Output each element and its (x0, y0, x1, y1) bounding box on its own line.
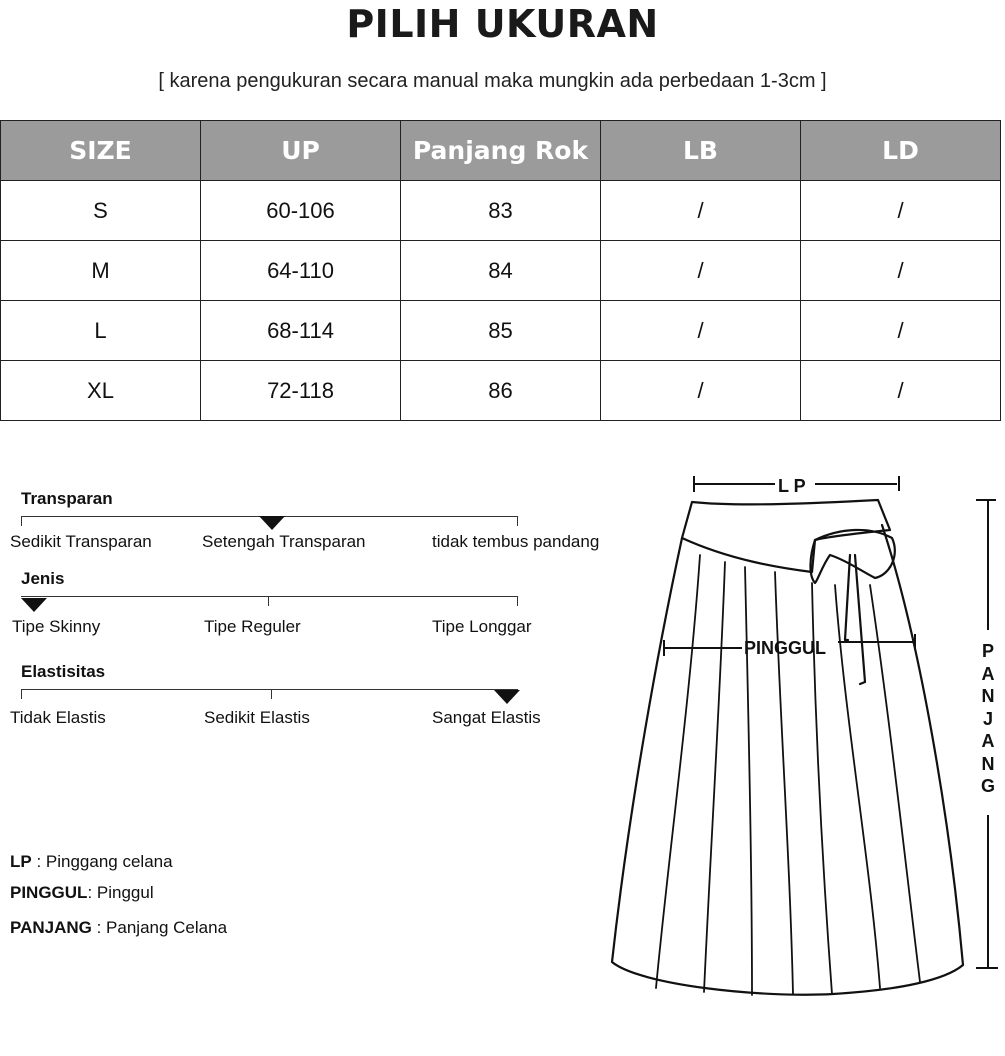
cell-lb: / (601, 241, 801, 301)
scale-option: Sedikit Transparan (10, 532, 152, 551)
cell-up: 60-106 (201, 181, 401, 241)
cell-panjang-rok: 86 (401, 361, 601, 421)
cell-size: L (1, 301, 201, 361)
cell-up: 72-118 (201, 361, 401, 421)
lp-label: L P (778, 476, 806, 496)
header-up: UP (201, 121, 401, 181)
header-lb: LB (601, 121, 801, 181)
pinggul-label: PINGGUL (744, 638, 827, 658)
panjang-letter: A (981, 731, 995, 751)
cell-panjang-rok: 84 (401, 241, 601, 301)
measurement-note: [ karena pengukuran secara manual maka mungkin ada perbedaan 1-3cm ] (158, 70, 827, 92)
panjang-label (980, 640, 996, 798)
cell-ld: / (801, 241, 1001, 301)
cell-lb: / (601, 181, 801, 241)
panjang-letter: A (981, 663, 995, 684)
scale-option: Tipe Skinny (12, 617, 101, 636)
panjang-letter: G (980, 776, 995, 796)
cell-size: M (1, 241, 201, 301)
cell-up: 68-114 (201, 301, 401, 361)
cell-ld: / (801, 301, 1001, 361)
header-size: SIZE (1, 121, 201, 181)
cell-size: S (1, 181, 201, 241)
legend-desc: : Pinggul (87, 883, 154, 902)
legend-desc: : Pinggang celana (31, 852, 173, 871)
legend-key: PANJANG (10, 918, 92, 937)
cell-lb: / (601, 301, 801, 361)
scale-option: Sangat Elastis (432, 708, 541, 727)
panjang-letter: N (981, 753, 995, 774)
scale-heading: Transparan (21, 489, 113, 508)
scale-heading: Jenis (21, 569, 65, 588)
scale-option: tidak tembus pandang (432, 532, 600, 551)
cell-ld: / (801, 181, 1001, 241)
scale-option: Tipe Longgar (432, 617, 532, 636)
scale-option: Setengah Transparan (202, 532, 366, 551)
panjang-letter: N (981, 686, 995, 706)
scale-option: Tidak Elastis (10, 708, 106, 727)
legend-key: LP (10, 852, 32, 871)
legend-key: PINGGUL (10, 883, 88, 902)
cell-panjang-rok: 85 (401, 301, 601, 361)
cell-ld: / (801, 361, 1001, 421)
cell-lb: / (601, 361, 801, 421)
panjang-letter: J (982, 708, 993, 729)
scale-heading: Elastisitas (21, 662, 106, 681)
scale-option: Sedikit Elastis (204, 708, 310, 727)
page-title: PILIH UKURAN (346, 2, 659, 46)
scale-option: Tipe Reguler (204, 617, 301, 636)
legend-desc: : Panjang Celana (91, 918, 228, 937)
header-panjang-rok: Panjang Rok (401, 121, 601, 181)
cell-panjang-rok: 83 (401, 181, 601, 241)
panjang-letter: P (981, 641, 994, 661)
header-ld: LD (801, 121, 1001, 181)
cell-up: 64-110 (201, 241, 401, 301)
cell-size: XL (1, 361, 201, 421)
